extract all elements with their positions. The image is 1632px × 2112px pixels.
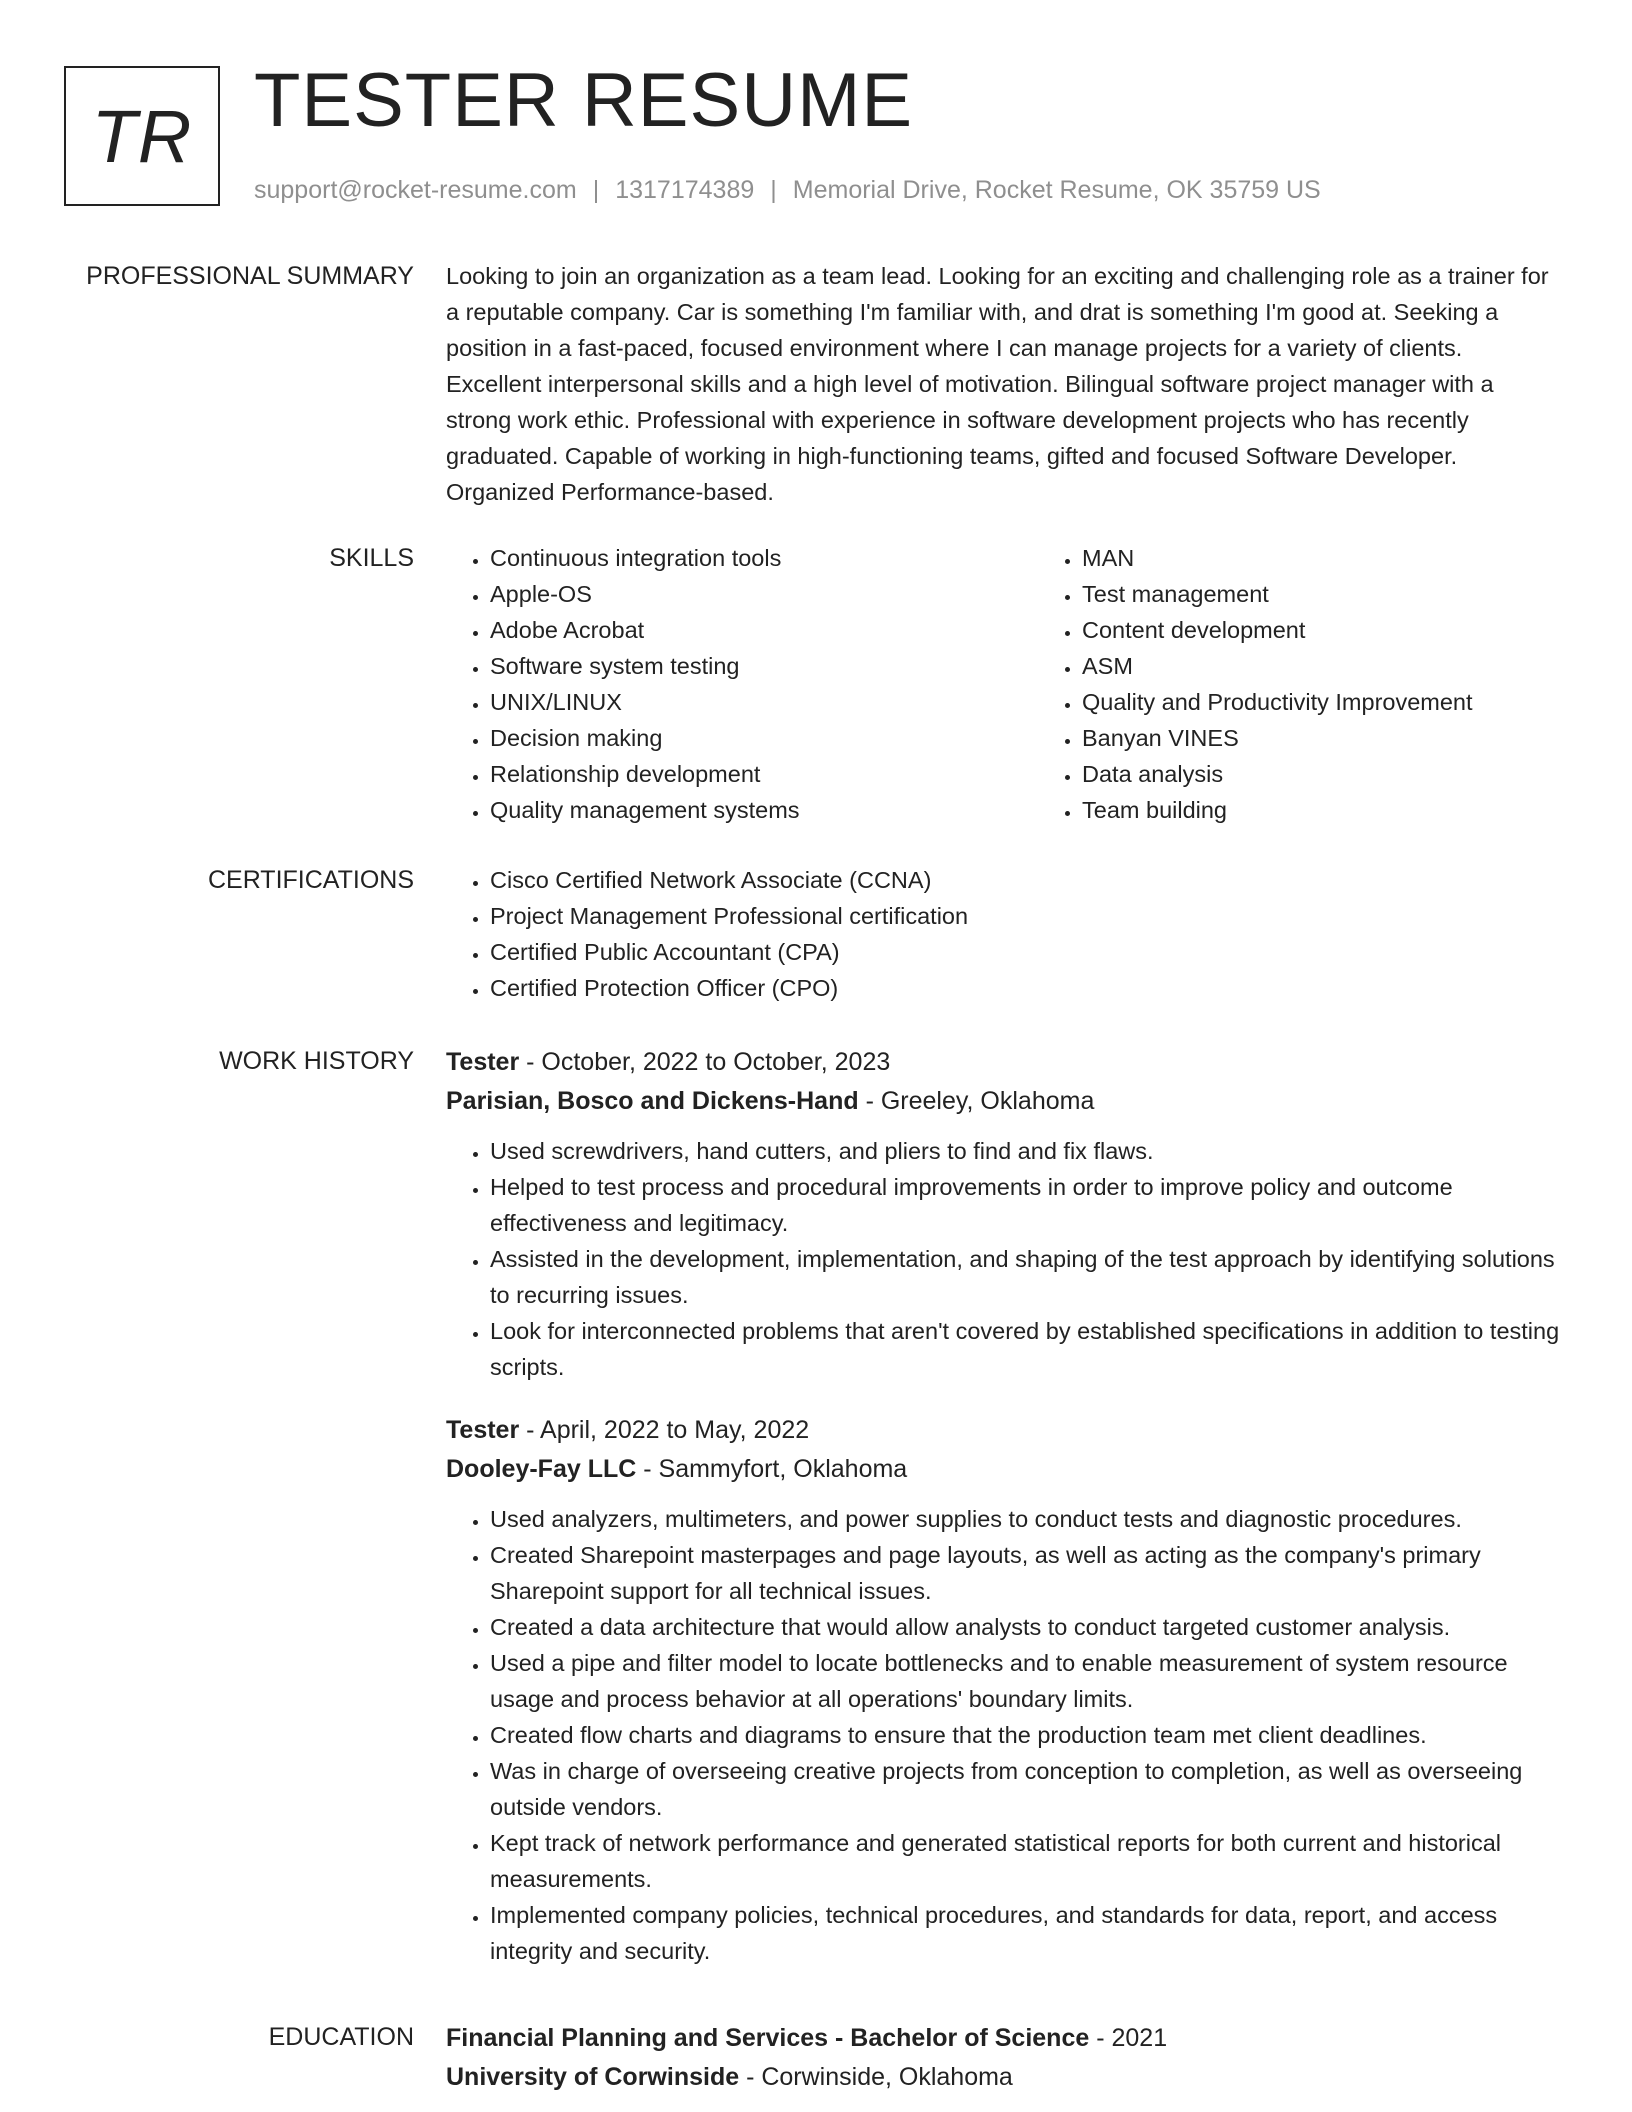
job-dates: - October, 2022 to October, 2023 xyxy=(519,1048,891,1076)
list-item: • Relationship development xyxy=(490,756,1038,792)
monogram-box xyxy=(64,66,220,206)
section-label-skills: SKILLS xyxy=(329,544,414,572)
contact-separator: | xyxy=(770,176,777,204)
education-degree-line xyxy=(446,2019,1564,2058)
summary-text: Looking to join an organization as a team lead. Looking for an exciting and challenging role as a trainer for a reputable company. Car is something I'm familiar with, and drat is something I'm good at. Seeking a position in a fast-paced, focused environment where I can manage projects for a variety of clients. Excellent interpersonal skills and a high level of motivation. Bilingual software project manager with a strong work ethic. Professional with experience in software development projects who has recently graduated. Capable of working in high-functioning teams, gifted and focused Software Developer. Organized Performance-based. xyxy=(446,263,1549,505)
job-duties-list xyxy=(446,1133,1564,1385)
list-item: • Decision making xyxy=(490,720,1038,756)
certifications-body xyxy=(446,862,1564,1006)
list-item: • Helped to test process and procedural improvements in order to improve policy and outcome effectiveness and legitimacy. xyxy=(490,1169,1564,1241)
contact-separator: | xyxy=(592,176,600,204)
list-item: • Assisted in the development, implementation, and shaping of the test approach by identifying solutions to recurring issues. xyxy=(490,1241,1564,1313)
job-company: Parisian, Bosco and Dickens-Hand xyxy=(446,1087,859,1115)
education-school-line xyxy=(446,2058,1564,2097)
list-item: • Data analysis xyxy=(1082,756,1630,792)
job-location: - Greeley, Oklahoma xyxy=(858,1087,1095,1115)
list-item: • Apple-OS xyxy=(490,576,1038,612)
section-label-certifications: CERTIFICATIONS xyxy=(207,866,414,894)
education-location: - Corwinside, Oklahoma xyxy=(739,2063,1013,2091)
list-item: • Banyan VINES xyxy=(1082,720,1630,756)
list-item: • Software system testing xyxy=(490,648,1038,684)
contact-line xyxy=(254,174,1321,206)
list-item: • Was in charge of overseeing creative projects from conception to completion, as well as overseeing outside vendors. xyxy=(490,1753,1564,1825)
list-item: • Kept track of network performance and generated statistical reports for both current and historical measurements. xyxy=(490,1825,1564,1897)
job-entry xyxy=(446,1411,1564,1969)
job-title: Tester xyxy=(446,1416,520,1444)
job-company-line xyxy=(446,1450,1564,1489)
list-item: • Project Management Professional certification xyxy=(490,898,1564,934)
education-degree: Financial Planning and Services - Bachelor of Science xyxy=(446,2024,1090,2052)
education-body xyxy=(446,2019,1564,2097)
job-company: Dooley-Fay LLC xyxy=(446,1455,637,1483)
certifications-list xyxy=(446,862,1564,1006)
list-item: • Used analyzers, multimeters, and power supplies to conduct tests and diagnostic procedures. xyxy=(490,1501,1564,1537)
job-title-line xyxy=(446,1043,1564,1082)
job-title-line xyxy=(446,1411,1564,1450)
list-item: • Created a data architecture that would allow analysts to conduct targeted customer analysis. xyxy=(490,1609,1564,1645)
skills-list-left xyxy=(446,540,1038,828)
job-title: Tester xyxy=(446,1048,520,1076)
list-item: • Created Sharepoint masterpages and page layouts, as well as acting as the company's primary Sharepoint support for all technical issues. xyxy=(490,1537,1564,1609)
work-history-body xyxy=(446,1043,1564,1969)
list-item: • Adobe Acrobat xyxy=(490,612,1038,648)
job-entry xyxy=(446,1043,1564,1385)
list-item: • Cisco Certified Network Associate (CCNA) xyxy=(490,862,1564,898)
monogram-initials: TR xyxy=(91,94,193,178)
job-location: - Sammyfort, Oklahoma xyxy=(636,1455,908,1483)
list-item: • MAN xyxy=(1082,540,1630,576)
contact-address: Memorial Drive, Rocket Resume, OK 35759 US xyxy=(792,176,1321,204)
list-item: • UNIX/LINUX xyxy=(490,684,1038,720)
section-label-work-history: WORK HISTORY xyxy=(219,1047,414,1075)
education-school: University of Corwinside xyxy=(446,2063,740,2091)
education-year: - 2021 xyxy=(1089,2024,1168,2052)
skills-columns xyxy=(446,540,1564,828)
list-item: • Continuous integration tools xyxy=(490,540,1038,576)
list-item: • Used a pipe and filter model to locate bottlenecks and to enable measurement of system resource usage and process behavior at all operations' boundary limits. xyxy=(490,1645,1564,1717)
contact-phone[interactable]: 1317174389 xyxy=(615,176,755,204)
list-item: • ASM xyxy=(1082,648,1630,684)
list-item: • Certified Public Accountant (CPA) xyxy=(490,934,1564,970)
job-dates: - April, 2022 to May, 2022 xyxy=(519,1416,810,1444)
list-item: • Created flow charts and diagrams to ensure that the production team met client deadlines. xyxy=(490,1717,1564,1753)
resume-name: TESTER RESUME xyxy=(254,58,914,143)
section-label-education: EDUCATION xyxy=(268,2023,414,2051)
job-duties-list xyxy=(446,1501,1564,1969)
list-item: • Look for interconnected problems that aren't covered by established specifications in addition to testing scripts. xyxy=(490,1313,1564,1385)
contact-email[interactable]: support@rocket-resume.com xyxy=(254,176,577,204)
list-item: • Quality management systems xyxy=(490,792,1038,828)
list-item: • Certified Protection Officer (CPO) xyxy=(490,970,1564,1006)
list-item: • Used screwdrivers, hand cutters, and pliers to find and fix flaws. xyxy=(490,1133,1564,1169)
list-item: • Content development xyxy=(1082,612,1630,648)
skills-list-right xyxy=(1038,540,1630,828)
list-item: • Quality and Productivity Improvement xyxy=(1082,684,1630,720)
section-label-summary: PROFESSIONAL SUMMARY xyxy=(86,262,414,290)
list-item: • Implemented company policies, technical procedures, and standards for data, report, and access integrity and security. xyxy=(490,1897,1564,1969)
job-company-line xyxy=(446,1082,1564,1121)
list-item: • Team building xyxy=(1082,792,1630,828)
list-item: • Test management xyxy=(1082,576,1630,612)
